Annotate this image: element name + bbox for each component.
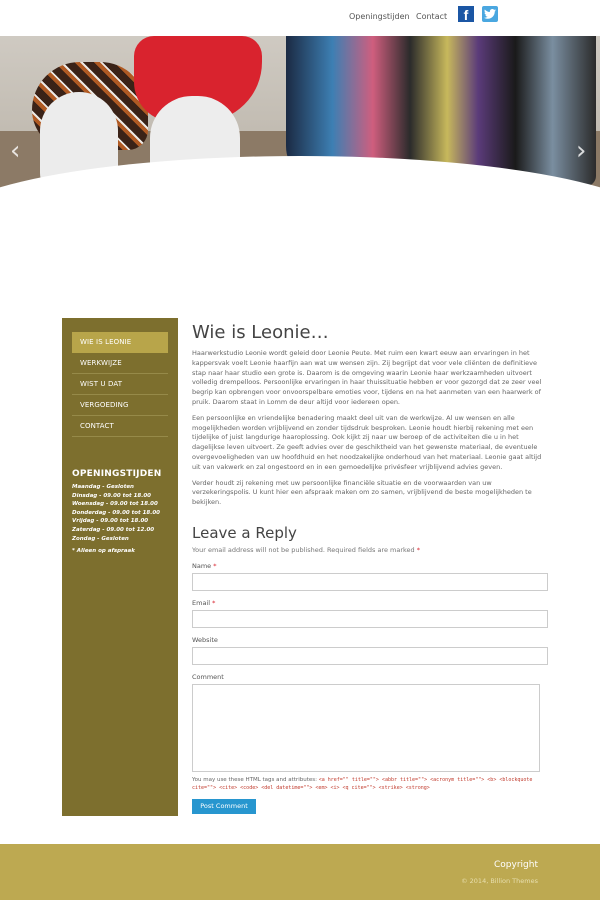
reply-title: Leave a Reply [192,523,297,542]
name-label [192,562,548,570]
intro-paragraph: Haarwerkstudio Leonie wordt geleid door Leonie Peute. Met ruim een kwart eeuw aan ervaringen in het kappersvak voelt Leonie haarfijn aan wat uw wensen zijn. Zij begrijpt dat voor vele cliënten de definitieve stap naar haar studio een grote is. Daarom is de omgeving waarin Leonie haar werkzaamheden uitvoert volledig drempelloos. Persoonlijke ervaringen in haar thuissituatie hebben er voor gezorgd dat ze zeer veel begrip kan opbrengen voor onvoorspelbare emoties voor, tijdens en na het aanmeten van een haarwerk of pruik. Daarom staat in Lomm de deur altijd voor iedereen open. [192,349,542,406]
main-content [192,322,548,814]
finance-paragraph: Verder houdt zij rekening met uw persoonlijke financiële situatie en de voorwaarden van uw verzekeringspolis. U kunt hier een afspraak maken om zo samen, vrijblijvend de beste mogelijkheden te bekijken. [192,478,532,507]
website-label: Website [192,635,218,644]
opening-hours-item: Vrijdag - 09.00 tot 18.00 [72,518,149,525]
sidebar-item-contact[interactable]: CONTACT [72,416,168,437]
required-mark: * [416,545,421,554]
slider-next-arrow-icon[interactable]: › [576,136,587,166]
appointment-note: * Alleen op afspraak [72,548,135,555]
hero-slider [0,36,600,196]
required-mark: * [212,598,216,607]
twitter-icon[interactable] [482,6,498,22]
opening-hours-item: Zaterdag - 09.00 tot 12.00 [72,526,155,533]
allowed-tags-note [192,776,548,792]
comment-field[interactable] [192,684,540,772]
sidebar [62,318,178,816]
top-navigation [0,0,600,36]
reply-notice [192,546,548,554]
footer-copyright-line: © 2014, Billion Themes [461,877,538,885]
opening-hours-item: Dinsdag - 09.00 tot 18.00 [72,492,151,499]
name-field[interactable] [192,573,548,591]
website-field[interactable] [192,647,548,665]
sidebar-item-wist-u-dat[interactable]: WIST U DAT [72,374,168,395]
page-title: Wie is Leonie… [192,322,329,343]
opening-hours-list [72,483,168,543]
nav-link-contact[interactable]: Contact [416,12,448,21]
sidebar-item-vergoeding[interactable]: VERGOEDING [72,395,168,416]
email-label-text: Email [192,598,211,607]
footer [0,844,600,900]
sidebar-item-wie-is-leonie[interactable]: WIE IS LEONIE [72,332,168,353]
required-mark: * [213,561,217,570]
name-label-text: Name [192,561,212,570]
approach-paragraph: Een persoonlijke en vriendelijke benadering maakt deel uit van de werkwijze. Al uw wensen en alle mogelijkheden worden vrijblijvend en zonder tijdsdruk besproken. Leonie houdt hierbij rekening met een tijdelijke of juist langdurige haaroplossing. Ook kijkt zij naar uw beroep of de activiteiten die u in het dagelijkse leven uitvoert. Ze geeft advies over de geschiktheid van het gewenste materiaal, de eventuele overgevoeligheden van uw hoofdhuid en het noodzakelijke onderhoud van het materiaal. Leonie gaat altijd uit van vakwerk en zal ongestoord en in een gemoedelijke privésfeer vrijblijvend advies geven. [192,413,542,471]
email-label [192,599,548,607]
facebook-icon[interactable]: f [458,6,474,22]
footer-copyright-title: Copyright [494,860,538,870]
sidebar-menu [72,332,168,437]
opening-hours-title: OPENINGSTIJDEN [72,469,162,479]
allowed-tags-list: <a href="" title=""> <abbr title=""> <acronym title=""> <b> <blockquote cite=""> <cite> <code> <del datetime=""> <em> <i> <q cite=""> <strike> <strong> [192,776,533,791]
opening-hours-item: Maandag - Gesloten [72,484,134,490]
post-comment-button[interactable]: Post Comment [192,799,256,814]
opening-hours-item: Donderdag - 09.00 tot 18.00 [72,509,160,516]
allowed-tags-prefix: You may use these HTML tags and attributes: [192,776,317,783]
nav-link-openingstijden[interactable]: Openingstijden [349,12,410,21]
opening-hours-item: Woensdag - 09.00 tot 18.00 [72,501,158,508]
slider-prev-arrow-icon[interactable]: ‹ [10,136,21,166]
comment-label: Comment [192,672,224,681]
opening-hours-item: Zondag - Gesloten [72,535,129,542]
email-field[interactable] [192,610,548,628]
sidebar-item-werkwijze[interactable]: WERKWIJZE [72,353,168,374]
reply-notice-text: Your email address will not be published. Required fields are marked [192,545,415,554]
